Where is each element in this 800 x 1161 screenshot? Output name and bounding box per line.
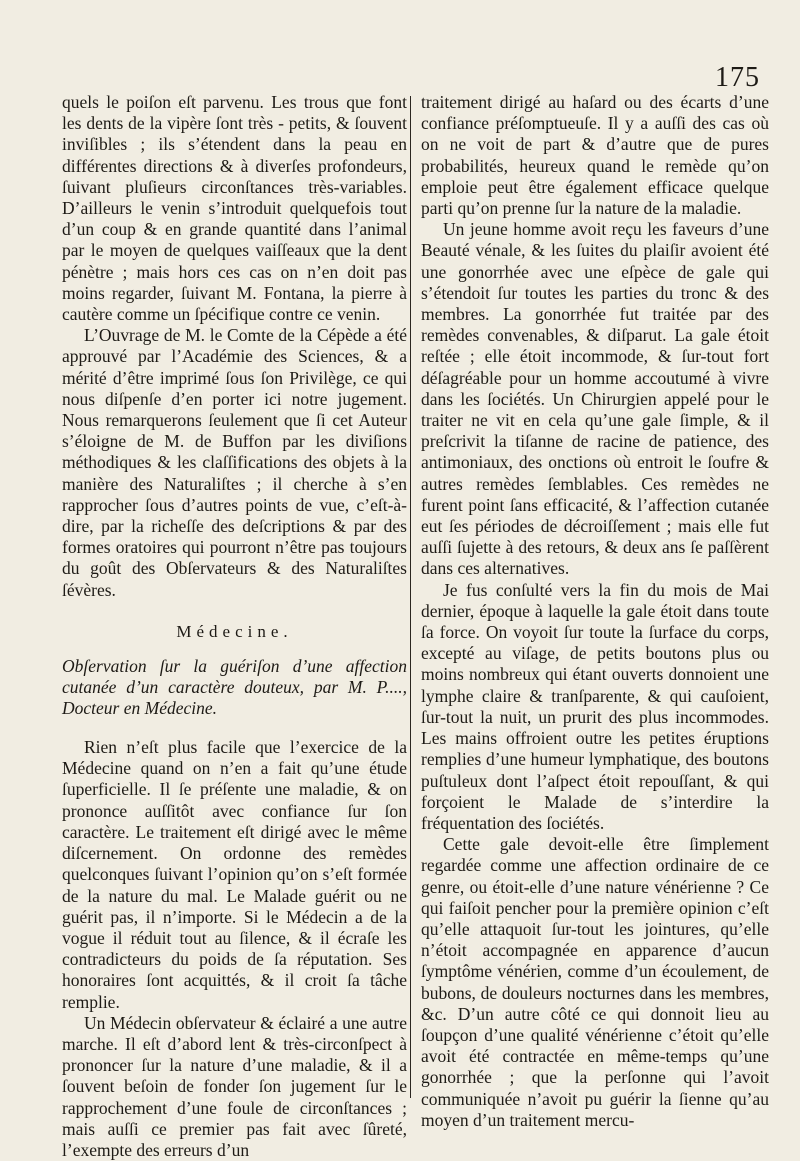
right-column — [421, 92, 769, 1131]
page-number: 175 — [715, 62, 760, 93]
column-divider — [410, 96, 411, 1098]
paragraph: quels le poiſon eſt parvenu. Les trous que font les dents de la vipère ſont très - petits, & ſouvent inviſibles ; ils s’étendent dans la peau en différentes directions & à diverſes profondeurs, ſuivant pluſieurs circonſtances très-variables. D’ailleurs le venin s’introduit quelquefois tout d’un coup & en grande quantité dans l’animal par le moyen de quelques vaiſſeaux que la dent pénètre ; mais hors ces cas on n’en doit pas moins regarder, ſuivant M. Fontana, la pierre à cautère comme un ſpécifique contre ce venin. — [62, 92, 407, 325]
section-heading: Médecine. — [176, 621, 293, 641]
paragraph: L’Ouvrage de M. le Comte de la Cépède a été approuvé par l’Académie des Sciences, & a mérité d’être imprimé ſous ſon Privilège, ce qui nous diſpenſe d’en porter ici notre jugement. Nous remarquerons ſeulement que ſi cet Auteur s’éloigne de M. de Buffon par les diviſions méthodiques & les claſſifications des objets à la manière des Naturaliſtes ; il cherche à s’en rapprocher ſous d’autres points de vue, c’eſt-à-dire, par la richeſſe des deſcriptions & par des formes oratoires qui pourront n’être pas toujours du goût des Obſervateurs & des Naturaliſtes ſévères. — [62, 325, 407, 600]
paragraph: Je fus conſulté vers la fin du mois de Mai dernier, époque à laquelle la gale étoit dans toute ſa force. On voyoit ſur toute la ſurface du corps, excepté au viſage, de petits boutons plus ou moins nombreux qui étant ouverts donnoient une lymphe claire & tranſparente, & qui cauſoient, ſur-tout la nuit, un prurit des plus incommodes. Les mains offroient outre les petites éruptions remplies d’une humeur lymphatique, des boutons puſtuleux dont l’aſpect étoit repouſſant, & qui forçoient le Malade de s’interdire la fréquentation des ſociétés. — [421, 579, 769, 833]
paragraph: Un jeune homme avoit reçu les faveurs d’une Beauté vénale, & les ſuites du plaiſir avoient été une gonorrhée avec une eſpèce de gale qui s’étendoit ſur toutes les parties du tronc & des membres. La gonorrhée fut traitée par des remèdes convenables, & diſparut. La gale étoit reſtée ; elle étoit incommode, & ſur-tout fort déſagréable pour un homme accoutumé à vivre dans les ſociétés. Un Chirurgien appelé pour le traiter ne vit en cela qu’une gale ſimple, & il preſcrivit la tiſanne de racine de patience, des antimoniaux, des onctions où entroit le ſoufre & autres remèdes ſemblables. Ces remèdes ne furent point ſans efficacité, & l’affection cutanée eut ſes périodes de décroiſſement ; mais elle fut auſſi ſujette à des retours, & deux ans ſe paſſèrent dans ces alternatives. — [421, 219, 769, 579]
left-column — [62, 92, 407, 1161]
article-title: Obſervation ſur la guériſon d’une affection cutanée d’un caractère douteux, par M. P...., Docteur en Médecine. — [62, 656, 407, 719]
paragraph: Rien n’eſt plus facile que l’exercice de la Médecine quand on n’en a fait qu’une étude ſuperficielle. Il ſe préſente une maladie, & on prononce auſſitôt avec confiance ſur ſon caractère. Le traitement eſt dirigé avec le même diſcernement. On ordonne des remèdes quelconques ſuivant l’opinion qu’on s’eſt formée de la nature du mal. Le Malade guérit ou ne guérit pas, il n’importe. Si le Médecin a de la vogue il réduit tout au ſilence, & il écraſe les contradicteurs du poids de ſa réputation. Ses honoraires ſont acquittés, & il croit ſa tâche remplie. — [62, 737, 407, 1012]
paragraph: traitement dirigé au haſard ou des écarts d’une confiance préſomptueuſe. Il y a auſſi des cas où on ne voit de part & d’autre que de pures probabilités, heureux quand le remède qu’on emploie peut être également efficace quelque parti qu’on prenne ſur la nature de la maladie. — [421, 92, 769, 219]
paragraph: Cette gale devoit-elle être ſimplement regardée comme une affection ordinaire de ce genre, ou étoit-elle d’une nature vénérienne ? Ce qui faiſoit pencher pour la première opinion c’eſt qu’elle attaquoit ſur-tout les jointures, qu’elle n’étoit accompagnée en apparence d’aucun ſymptôme vénérien, comme d’un écoulement, de bubons, de douleurs nocturnes dans les membres, &c. D’un autre côté ce qui donnoit lieu au ſoupçon d’une qualité vénérienne c’étoit qu’elle avoit été contractée en même-temps qu’une gonorrhée ; que la perſonne qui l’avoit communiquée n’avoit pu guérir la ſienne qu’au moyen d’un traitement mercu- — [421, 834, 769, 1130]
paragraph: Un Médecin obſervateur & éclairé a une autre marche. Il eſt d’abord lent & très-circonſpect à prononcer ſur la nature d’une maladie, & il a ſouvent beſoin de fonder ſon jugement ſur le rapprochement d’une foule de circonſtances ; mais auſſi ce premier pas fait avec ſûreté, l’exempte des erreurs d’un — [62, 1012, 407, 1160]
